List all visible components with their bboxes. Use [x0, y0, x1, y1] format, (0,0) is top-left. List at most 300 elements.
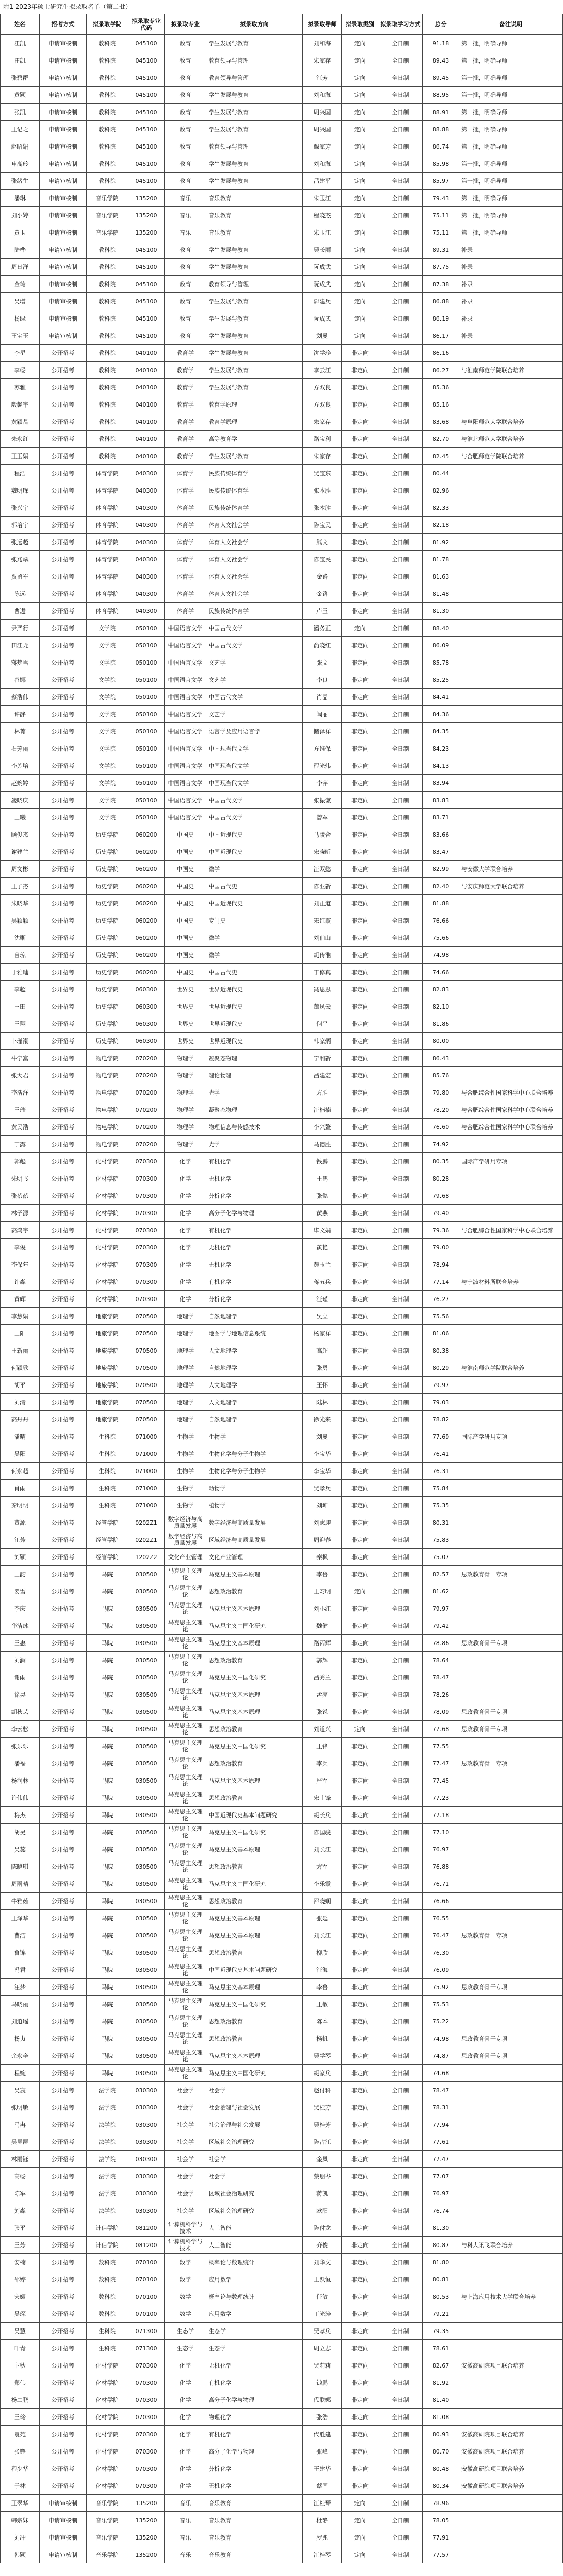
cell-major-code: 045100 [128, 121, 165, 138]
cell-major: 物理学 [165, 1084, 206, 1101]
cell-admission-type: 公开招考 [40, 1170, 87, 1187]
cell-remark [459, 706, 563, 723]
cell-supervisor: 张本胜 [303, 482, 342, 499]
cell-study-mode: 全日制 [378, 155, 423, 173]
cell-study-mode: 全日制 [378, 2443, 423, 2460]
cell-name: 程浩 [1, 465, 40, 482]
cell-college: 地旅学院 [87, 1394, 128, 1411]
cell-score: 75.92 [423, 1979, 459, 1996]
cell-college: 音乐学院 [87, 2495, 128, 2512]
cell-name: 黄辉 [1, 1291, 40, 1308]
table-row [1, 740, 563, 757]
cell-supervisor: 王鹤 [303, 1170, 342, 1187]
cell-major-code: 030500 [128, 1703, 165, 1721]
cell-admission-type: 申请审核制 [40, 293, 87, 310]
cell-major-code: 070500 [128, 1342, 165, 1359]
cell-score: 79.43 [423, 190, 459, 207]
cell-supervisor: 宋士锋 [303, 1789, 342, 1807]
cell-college: 马院 [87, 1600, 128, 1617]
cell-score: 88.40 [423, 620, 459, 637]
table-row [1, 1944, 563, 1961]
cell-name: 汪凯 [1, 52, 40, 69]
cell-name: 肖雨 [1, 1480, 40, 1497]
cell-major: 马克思主义理论 [165, 1721, 206, 1738]
cell-supervisor: 汪双懿 [303, 861, 342, 878]
cell-name: 金玲 [1, 276, 40, 293]
cell-admission-type: 公开招考 [40, 1273, 87, 1291]
cell-name: 刘淼 [1, 2202, 40, 2219]
cell-supervisor: 吴莉莉 [303, 2357, 342, 2374]
cell-major-code: 030500 [128, 1893, 165, 1910]
cell-study-mode: 全日制 [378, 1101, 423, 1119]
cell-name: 王玲 [1, 2409, 40, 2426]
cell-supervisor: 胡长兵 [303, 1807, 342, 1824]
cell-name: 邵婷 [1, 2271, 40, 2288]
cell-category: 定向 [342, 2529, 378, 2546]
cell-score: 78.61 [423, 2340, 459, 2357]
cell-study-mode: 全日制 [378, 1910, 423, 1927]
cell-college: 马院 [87, 2013, 128, 2030]
cell-supervisor: 郭建兵 [303, 293, 342, 310]
cell-study-mode: 全日制 [378, 327, 423, 345]
table-row [1, 345, 563, 362]
table-row [1, 2323, 563, 2340]
cell-direction: 世界近现代史 [206, 998, 303, 1015]
table-row [1, 861, 563, 878]
cell-name: 石芳丽 [1, 740, 40, 757]
cell-major: 化学 [165, 2409, 206, 2426]
cell-admission-type: 公开招考 [40, 379, 87, 396]
cell-major: 地理学 [165, 1342, 206, 1359]
cell-admission-type: 公开招考 [40, 2082, 87, 2099]
cell-direction: 概率论与数理统计 [206, 2254, 303, 2271]
cell-college: 化材学院 [87, 2426, 128, 2443]
cell-college: 经管学院 [87, 1531, 128, 1549]
cell-major-code: 030500 [128, 2065, 165, 2082]
cell-major: 化学 [165, 2357, 206, 2374]
cell-admission-type: 公开招考 [40, 1256, 87, 1273]
cell-supervisor: 秦枫 [303, 1549, 342, 1566]
cell-name: 张大君 [1, 1067, 40, 1084]
cell-category: 非定向 [342, 1996, 378, 2013]
cell-score: 76.66 [423, 912, 459, 929]
cell-direction: 教育领导与管理 [206, 69, 303, 87]
cell-major: 物理学 [165, 1136, 206, 1153]
cell-study-mode: 全日制 [378, 2082, 423, 2099]
cell-category: 定向 [342, 241, 378, 259]
cell-score: 86.16 [423, 345, 459, 362]
cell-major-code: 045100 [128, 173, 165, 190]
cell-study-mode: 全日制 [378, 2065, 423, 2082]
cell-remark [459, 929, 563, 947]
cell-score: 77.91 [423, 2529, 459, 2546]
cell-score: 76.66 [423, 1893, 459, 1910]
cell-supervisor: 刘志迎 [303, 1514, 342, 1531]
cell-supervisor: 陈占江 [303, 2133, 342, 2151]
cell-major: 地理学 [165, 1359, 206, 1377]
cell-direction: 无机化学 [206, 1256, 303, 1273]
cell-study-mode: 全日制 [378, 2477, 423, 2495]
cell-college: 马院 [87, 1617, 128, 1635]
cell-name: 于雅迪 [1, 964, 40, 981]
cell-category: 非定向 [342, 1187, 378, 1205]
cell-score: 80.00 [423, 1033, 459, 1050]
cell-major-code: 030500 [128, 1944, 165, 1961]
cell-major: 中国语言文学 [165, 620, 206, 637]
cell-direction: 音乐教育 [206, 207, 303, 224]
cell-major-code: 030500 [128, 1858, 165, 1875]
cell-admission-type: 公开招考 [40, 2116, 87, 2133]
cell-college: 教科院 [87, 362, 128, 379]
table-row [1, 1979, 563, 1996]
cell-category: 非定向 [342, 1342, 378, 1359]
table-row [1, 241, 563, 259]
cell-admission-type: 公开招考 [40, 2219, 87, 2237]
cell-major: 马克思主义理论 [165, 1927, 206, 1944]
cell-supervisor: 闫丽 [303, 706, 342, 723]
cell-score: 76.27 [423, 1291, 459, 1308]
cell-supervisor: 欧阳 [303, 2202, 342, 2219]
cell-major: 化学 [165, 1291, 206, 1308]
cell-direction: 民族传统体育学 [206, 499, 303, 517]
cell-major: 马克思主义理论 [165, 1841, 206, 1858]
cell-major-code: 040300 [128, 585, 165, 603]
table-row [1, 173, 563, 190]
cell-score: 79.68 [423, 1187, 459, 1205]
cell-admission-type: 公开招考 [40, 1789, 87, 1807]
cell-score: 78.20 [423, 1101, 459, 1119]
cell-college: 马院 [87, 1583, 128, 1600]
cell-college: 地旅学院 [87, 1325, 128, 1342]
cell-category: 定向 [342, 104, 378, 121]
cell-admission-type: 公开招考 [40, 792, 87, 809]
cell-college: 马院 [87, 1721, 128, 1738]
cell-category: 非定向 [342, 1463, 378, 1480]
cell-category: 非定向 [342, 706, 378, 723]
cell-category: 定向 [342, 155, 378, 173]
cell-college: 生科院 [87, 1463, 128, 1480]
cell-category: 非定向 [342, 1875, 378, 1893]
cell-name: 田江龙 [1, 637, 40, 654]
cell-remark [459, 551, 563, 568]
cell-remark: 与淮南师范学院联合培养 [459, 1359, 563, 1377]
cell-remark: 与淮南师范学院联合培养 [459, 362, 563, 379]
cell-major: 马克思主义理论 [165, 1893, 206, 1910]
cell-major-code: 060300 [128, 1015, 165, 1033]
cell-direction: 民族传统体育学 [206, 482, 303, 499]
cell-remark: 与合肥综合性国家科学中心联合培养 [459, 1084, 563, 1101]
table-row [1, 1738, 563, 1755]
cell-college: 文学院 [87, 775, 128, 792]
cell-admission-type: 公开招考 [40, 947, 87, 964]
cell-category: 非定向 [342, 2065, 378, 2082]
cell-major: 生物学 [165, 1480, 206, 1497]
cell-category: 非定向 [342, 1514, 378, 1531]
table-row [1, 310, 563, 327]
cell-direction: 世界近现代史 [206, 1015, 303, 1033]
table-row [1, 620, 563, 637]
cell-direction: 体育人文社会学 [206, 517, 303, 534]
cell-study-mode: 全日制 [378, 1686, 423, 1703]
table-row [1, 2409, 563, 2426]
table-row [1, 826, 563, 843]
cell-college: 生科院 [87, 2323, 128, 2340]
cell-college: 地旅学院 [87, 1377, 128, 1394]
cell-admission-type: 申请审核制 [40, 138, 87, 155]
cell-major: 化学 [165, 1205, 206, 1222]
cell-name: 张乐乐 [1, 1738, 40, 1755]
cell-name: 许静 [1, 706, 40, 723]
cell-college: 音乐学院 [87, 190, 128, 207]
cell-major: 化学 [165, 1187, 206, 1205]
cell-direction: 社会学 [206, 2168, 303, 2185]
cell-direction: 思想政治教育 [206, 1789, 303, 1807]
table-row [1, 155, 563, 173]
cell-study-mode: 全日制 [378, 671, 423, 689]
cell-remark: 第一批，明确导师 [459, 190, 563, 207]
cell-remark: 思政教育骨干专项 [459, 1755, 563, 1772]
cell-major-code: 070300 [128, 1239, 165, 1256]
cell-major-code: 050100 [128, 654, 165, 671]
cell-supervisor: 杨家祥 [303, 1325, 342, 1342]
cell-college: 体育学院 [87, 568, 128, 585]
cell-category: 非定向 [342, 1033, 378, 1050]
cell-supervisor: 李宝华 [303, 1463, 342, 1480]
cell-college: 体育学院 [87, 517, 128, 534]
cell-study-mode: 全日制 [378, 2013, 423, 2030]
table-row [1, 1377, 563, 1394]
cell-study-mode: 全日制 [378, 482, 423, 499]
cell-admission-type: 公开招考 [40, 431, 87, 448]
table-row [1, 2099, 563, 2116]
cell-admission-type: 公开招考 [40, 499, 87, 517]
cell-name: 周雨晴 [1, 1875, 40, 1893]
cell-major: 音乐 [165, 207, 206, 224]
cell-remark [459, 1015, 563, 1033]
cell-direction: 学生发展与教育 [206, 87, 303, 104]
cell-supervisor: 熊文 [303, 534, 342, 551]
header-row [1, 14, 563, 35]
cell-study-mode: 全日制 [378, 1377, 423, 1394]
cell-admission-type: 公开招考 [40, 809, 87, 826]
cell-admission-type: 公开招考 [40, 517, 87, 534]
cell-supervisor: 方双良 [303, 379, 342, 396]
cell-score: 82.45 [423, 448, 459, 465]
cell-college: 化材学院 [87, 1273, 128, 1291]
cell-score: 81.88 [423, 895, 459, 912]
cell-score: 75.56 [423, 1308, 459, 1325]
cell-major: 马克思主义理论 [165, 2013, 206, 2030]
cell-direction: 动物学 [206, 1480, 303, 1497]
cell-major: 化学 [165, 2460, 206, 2477]
table-row [1, 1669, 563, 1686]
cell-category: 非定向 [342, 2409, 378, 2426]
cell-college: 生科院 [87, 1480, 128, 1497]
cell-category: 非定向 [342, 998, 378, 1015]
cell-remark [459, 2340, 563, 2357]
table-row [1, 121, 563, 138]
cell-major-code: 135200 [128, 190, 165, 207]
cell-college: 教科院 [87, 276, 128, 293]
cell-college: 历史学院 [87, 964, 128, 981]
cell-study-mode: 全日制 [378, 310, 423, 327]
cell-major: 马克思主义理论 [165, 1789, 206, 1807]
cell-remark [459, 1514, 563, 1531]
cell-direction: 光学 [206, 1136, 303, 1153]
cell-name: 林子源 [1, 1205, 40, 1222]
cell-major-code: 070200 [128, 1067, 165, 1084]
cell-major-code: 045100 [128, 35, 165, 52]
cell-name: 贾留军 [1, 568, 40, 585]
cell-supervisor: 张本胜 [303, 499, 342, 517]
cell-supervisor: 陆林 [303, 1394, 342, 1411]
cell-supervisor: 刘小红 [303, 1600, 342, 1617]
cell-name: 王新丽 [1, 1342, 40, 1359]
cell-category: 非定向 [342, 1256, 378, 1273]
cell-college: 文学院 [87, 792, 128, 809]
cell-direction: 生态学 [206, 2323, 303, 2340]
cell-major-code: 070300 [128, 2374, 165, 2391]
cell-score: 83.94 [423, 775, 459, 792]
cell-college: 教科院 [87, 69, 128, 87]
cell-remark [459, 1480, 563, 1497]
cell-study-mode: 全日制 [378, 2116, 423, 2133]
cell-study-mode: 全日制 [378, 2237, 423, 2254]
cell-admission-type: 公开招考 [40, 861, 87, 878]
cell-direction: 高分子化学与物理 [206, 2391, 303, 2409]
cell-admission-type: 公开招考 [40, 1531, 87, 1549]
cell-admission-type: 申请审核制 [40, 2546, 87, 2563]
cell-major-code: 070300 [128, 2443, 165, 2460]
cell-major: 音乐 [165, 224, 206, 241]
table-row [1, 1583, 563, 1600]
table-row [1, 2477, 563, 2495]
cell-major: 马克思主义理论 [165, 1944, 206, 1961]
cell-supervisor: 高超 [303, 1342, 342, 1359]
cell-major-code: 135200 [128, 2529, 165, 2546]
cell-remark [459, 689, 563, 706]
cell-supervisor: 李萍 [303, 775, 342, 792]
table-row [1, 2305, 563, 2323]
table-row [1, 1686, 563, 1703]
cell-major: 社会学 [165, 2151, 206, 2168]
cell-remark [459, 2374, 563, 2391]
table-row [1, 878, 563, 895]
cell-name: 牛宁富 [1, 1050, 40, 1067]
cell-name: 安楠 [1, 2254, 40, 2271]
cell-college: 化材学院 [87, 1291, 128, 1308]
cell-college: 历史学院 [87, 912, 128, 929]
cell-direction: 有机化学 [206, 2426, 303, 2443]
cell-remark [459, 826, 563, 843]
cell-supervisor: 李鲁 [303, 1979, 342, 1996]
cell-supervisor: 杨帆 [303, 2030, 342, 2047]
cell-name: 潘晴 [1, 1428, 40, 1445]
cell-direction: 高等教育学 [206, 431, 303, 448]
cell-name: 李苏培 [1, 757, 40, 775]
cell-major-code: 050100 [128, 637, 165, 654]
cell-admission-type: 公开招考 [40, 1342, 87, 1359]
cell-score: 84.23 [423, 740, 459, 757]
cell-study-mode: 全日制 [378, 1445, 423, 1463]
cell-score: 80.81 [423, 2271, 459, 2288]
cell-study-mode: 全日制 [378, 843, 423, 861]
cell-supervisor: 吴桂芳 [303, 2116, 342, 2133]
table-row [1, 1480, 563, 1497]
cell-college: 体育学院 [87, 603, 128, 620]
cell-major-code: 030500 [128, 1600, 165, 1617]
cell-category: 非定向 [342, 1824, 378, 1841]
cell-admission-type: 公开招考 [40, 1755, 87, 1772]
cell-category: 非定向 [342, 1755, 378, 1772]
cell-remark [459, 757, 563, 775]
cell-category: 非定向 [342, 947, 378, 964]
cell-remark: 思政教育骨干专项 [459, 2030, 563, 2047]
cell-admission-type: 公开招考 [40, 1359, 87, 1377]
cell-study-mode: 全日制 [378, 2219, 423, 2237]
cell-score: 77.55 [423, 1738, 459, 1755]
cell-name: 凌晓庆 [1, 792, 40, 809]
cell-category: 非定向 [342, 396, 378, 413]
table-row [1, 2030, 563, 2047]
cell-name: 王玉娟 [1, 448, 40, 465]
cell-major: 物理学 [165, 1101, 206, 1119]
cell-name: 郑伟 [1, 2374, 40, 2391]
cell-major: 教育学 [165, 379, 206, 396]
cell-major-code: 070500 [128, 1394, 165, 1411]
table-row [1, 2082, 563, 2099]
cell-category: 非定向 [342, 2168, 378, 2185]
cell-college: 马院 [87, 1893, 128, 1910]
cell-major-code: 030500 [128, 1807, 165, 1824]
cell-admission-type: 申请审核制 [40, 207, 87, 224]
cell-direction: 人文地理学 [206, 1342, 303, 1359]
cell-name: 陈军 [1, 2185, 40, 2202]
admission-table [0, 14, 563, 2563]
cell-college: 教科院 [87, 310, 128, 327]
cell-major: 马克思主义理论 [165, 1910, 206, 1927]
cell-admission-type: 公开招考 [40, 396, 87, 413]
cell-name: 周日洋 [1, 259, 40, 276]
cell-direction: 马克思主义中国化研究 [206, 1996, 303, 2013]
cell-direction: 思想政治教育 [206, 1652, 303, 1669]
cell-major: 中国史 [165, 929, 206, 947]
cell-score: 87.38 [423, 276, 459, 293]
cell-major: 地理学 [165, 1377, 206, 1394]
cell-name: 周文彬 [1, 861, 40, 878]
cell-admission-type: 公开招考 [40, 2099, 87, 2116]
cell-admission-type: 公开招考 [40, 2340, 87, 2357]
cell-name: 黄颖晶 [1, 413, 40, 431]
cell-major: 生物学 [165, 1445, 206, 1463]
cell-major-code: 030500 [128, 1583, 165, 1600]
cell-college: 地旅学院 [87, 1359, 128, 1377]
cell-score: 75.35 [423, 1497, 459, 1514]
cell-remark [459, 2512, 563, 2529]
cell-remark: 思政教育骨干专项 [459, 1566, 563, 1583]
cell-score: 76.88 [423, 1858, 459, 1875]
cell-name: 吴颖颖 [1, 912, 40, 929]
cell-college: 物电学院 [87, 1050, 128, 1067]
cell-category: 非定向 [342, 482, 378, 499]
cell-score: 83.47 [423, 843, 459, 861]
cell-college: 马院 [87, 1755, 128, 1772]
cell-remark: 与安庆师范大学联合培养 [459, 878, 563, 895]
cell-name: 冯君 [1, 1961, 40, 1979]
cell-name: 李庆 [1, 1600, 40, 1617]
cell-major-code: 030500 [128, 2013, 165, 2030]
cell-name: 张兆赋 [1, 551, 40, 568]
